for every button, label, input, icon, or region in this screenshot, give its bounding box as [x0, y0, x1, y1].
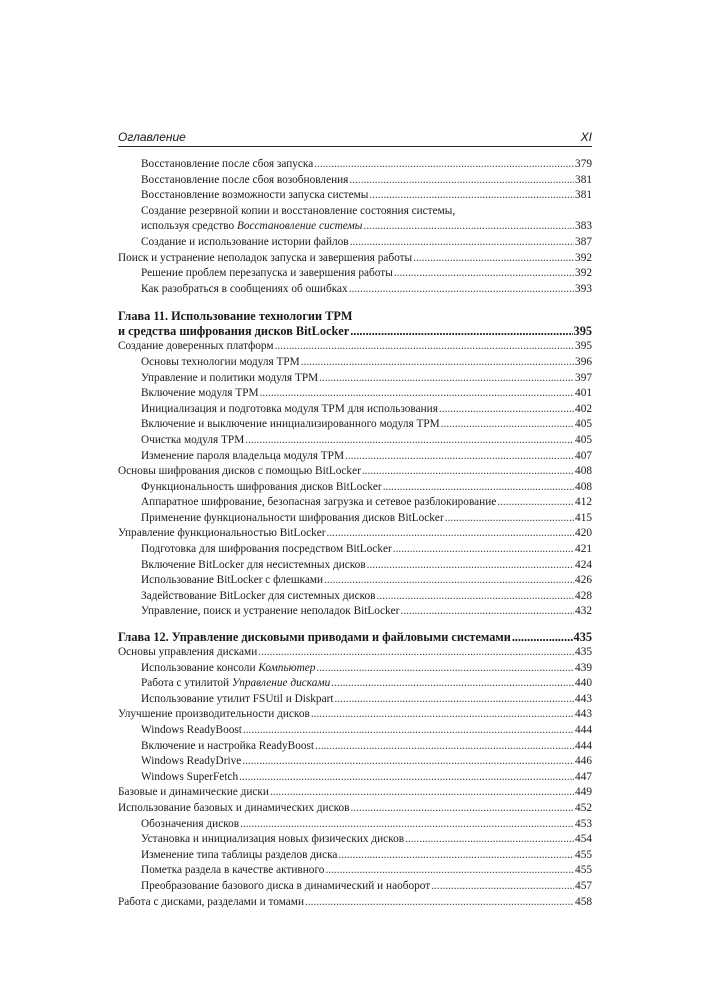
toc-entry-title: Подготовка для шифрования посредством BitLocker: [141, 543, 392, 556]
chapter-title-line2: и средства шифрования дисков BitLocker: [118, 324, 350, 339]
leader-dots: [383, 480, 574, 496]
toc-section-title: Основы управления дисками: [118, 646, 258, 659]
toc-section-title: Использование базовых и динамических дисков: [118, 801, 350, 814]
toc-entry-page: 405: [575, 418, 592, 431]
toc-entry: [118, 863, 592, 879]
toc-entry: [118, 282, 592, 298]
toc-section-title: Работа с дисками, разделами и томами: [118, 895, 305, 908]
toc-entry: [118, 692, 592, 708]
toc-entry-title: Восстановление после сбоя возобновления: [141, 173, 349, 186]
toc-entry-title: Управление, поиск и устранение неполадок BitLocker: [141, 605, 400, 618]
leader-dots: [243, 723, 574, 739]
toc-entry-title: Как разобраться в сообщениях об ошибках: [141, 282, 348, 295]
leader-dots: [314, 157, 574, 173]
toc-entry: [118, 604, 592, 620]
toc-entry-page: 455: [575, 864, 592, 877]
toc-entry: [118, 770, 592, 786]
toc-entry: [118, 480, 592, 496]
toc-chapter-12: [118, 630, 592, 645]
toc-section-title: Создание доверенных платформ: [118, 340, 274, 353]
leader-dots: [349, 282, 574, 298]
leader-dots: [305, 895, 574, 911]
toc-entry-page: 405: [575, 433, 592, 446]
toc-entry: [118, 542, 592, 558]
toc-entry: [118, 371, 592, 387]
toc-entry: [118, 173, 592, 189]
toc-section-page: 458: [575, 895, 592, 908]
leader-dots: [338, 848, 574, 864]
leader-dots: [270, 785, 574, 801]
leader-dots: [239, 770, 574, 786]
toc-entry-page: 393: [575, 282, 592, 295]
toc-entry-title: Windows ReadyDrive: [141, 755, 242, 768]
leader-dots: [316, 661, 574, 677]
toc-chapter-11: [118, 309, 592, 339]
toc-entry: [118, 573, 592, 589]
toc-entry-page: 457: [575, 879, 592, 892]
toc-section: [118, 801, 592, 817]
toc-entry-page: 383: [575, 220, 592, 233]
toc-entry: [118, 754, 592, 770]
leader-dots: [363, 219, 574, 235]
toc-entry-title-italic: Восстановление системы: [236, 220, 363, 233]
toc-section: [118, 645, 592, 661]
leader-dots: [362, 464, 574, 480]
toc-entry-title: Восстановление после сбоя запуска: [141, 158, 314, 170]
toc-entry-page: 412: [575, 496, 592, 509]
toc-entry-title: Использование BitLocker с флешками: [141, 574, 324, 587]
toc-entry-page: 439: [575, 661, 592, 674]
toc-section: [118, 895, 592, 911]
toc-entry-page: 396: [575, 355, 592, 368]
toc-entry-title: Включение BitLocker для несистемных дисков: [141, 558, 366, 571]
toc-entry-page: 447: [575, 770, 592, 783]
leader-dots: [497, 495, 574, 511]
toc-entry-title: Функциональность шифрования дисков BitLocker: [141, 480, 382, 493]
toc-entry-title-line2: [141, 219, 362, 235]
toc-entry: [118, 266, 592, 282]
toc-section-page: 420: [575, 527, 592, 540]
chapter-title-line1: Глава 11. Использование технологии TPM: [118, 309, 353, 324]
toc-entry-title: Инициализация и подготовка модуля TPM для использования: [141, 402, 438, 415]
toc-entry-page: 444: [575, 739, 592, 752]
leader-dots: [369, 188, 574, 204]
toc-entry-page: 415: [575, 511, 592, 524]
toc-entry-page: 443: [575, 692, 592, 705]
toc-section-page: 449: [575, 786, 592, 799]
toc-entry-page: 379: [575, 158, 592, 170]
toc-entry-title: Включение и настройка ReadyBoost: [141, 739, 315, 752]
toc-entry-page: 401: [575, 387, 592, 400]
toc-entry: [118, 589, 592, 605]
toc-entry-title-text: Использование консоли: [141, 661, 259, 674]
leader-dots: [345, 449, 574, 465]
toc-entry-title-text: используя средство: [141, 220, 237, 233]
toc-section-title: Управление функциональностью BitLocker: [118, 527, 326, 540]
toc-entry-page: 421: [575, 543, 592, 556]
toc-entry-title: Решение проблем перезапуска и завершения работы: [141, 267, 393, 280]
toc-section-title: Улучшение производительности дисков: [118, 708, 310, 721]
leader-dots: [325, 863, 574, 879]
leader-dots: [319, 371, 574, 387]
leader-dots: [350, 235, 574, 251]
toc-section: [118, 251, 592, 267]
toc-entry-title: [141, 676, 330, 692]
toc-entry-page: 444: [575, 724, 592, 736]
leader-dots: [351, 801, 575, 817]
chapter-title-row: [118, 630, 592, 645]
leader-dots: [240, 817, 574, 833]
leader-dots: [441, 417, 574, 433]
toc-entry: [118, 417, 592, 433]
toc-entry-page: 455: [575, 848, 592, 861]
toc-section: [118, 785, 592, 801]
toc-entry: [118, 449, 592, 465]
leader-dots: [258, 645, 574, 661]
toc-entry-page: 392: [575, 267, 592, 280]
leader-dots: [301, 355, 574, 371]
toc-entry: [118, 355, 592, 371]
toc-entry-title: Аппаратное шифрование, безопасная загрузка и сетевое разблокирование: [141, 496, 497, 509]
toc-entry: [118, 402, 592, 418]
toc-entry: [118, 817, 592, 833]
toc-entry: [118, 661, 592, 677]
toc-entry: [118, 495, 592, 511]
running-header-section: Оглавление: [118, 130, 186, 144]
toc-entry-title-line1: Создание резервной копии и восстановление состояния системы,: [141, 204, 456, 217]
toc-section: [118, 526, 592, 542]
toc-entry-page: 402: [575, 402, 592, 415]
toc-entry: [118, 739, 592, 755]
toc-entry: [118, 188, 592, 204]
toc-section-page: 452: [575, 801, 592, 814]
toc-section-title: Основы шифрования дисков с помощью BitLocker: [118, 465, 361, 478]
leader-dots: [400, 604, 574, 620]
toc-entry: [118, 511, 592, 527]
chapter-page: 435: [573, 630, 592, 645]
toc-entry: [118, 676, 592, 692]
leader-dots: [439, 402, 574, 418]
leader-dots: [327, 526, 575, 542]
leader-dots: [331, 676, 574, 692]
toc-entry-page: 381: [575, 189, 592, 202]
toc-entry-title-italic: Управление дисками: [231, 677, 331, 690]
toc-entry-page: 446: [575, 755, 592, 768]
toc-entry-title: Изменение пароля владельца модуля TPM: [141, 449, 345, 462]
toc-entry-title: Изменение типа таблицы разделов диска: [141, 848, 338, 861]
toc-entry-title-text: Использование утилит FSUtil и Diskpart: [141, 692, 334, 705]
toc-entry: [118, 848, 592, 864]
toc-entry-title: Windows SuperFetch: [141, 770, 239, 783]
toc-entry: [118, 433, 592, 449]
leader-dots: [275, 339, 574, 355]
toc-entry: [118, 723, 592, 739]
toc-entry-title: Включение и выключение инициализированного модуля TPM: [141, 418, 440, 431]
toc-entry: [118, 558, 592, 574]
toc-section-page: 435: [575, 646, 592, 659]
toc-entry: [118, 157, 592, 173]
toc-section-page: 408: [575, 465, 592, 478]
toc-entry-title: Windows ReadyBoost: [141, 724, 242, 736]
leader-dots: [512, 630, 573, 645]
toc-entry-page: 424: [575, 558, 592, 571]
leader-dots: [367, 558, 574, 574]
running-header-page-numeral: XI: [580, 130, 592, 144]
toc-entry-title: Обозначения дисков: [141, 817, 240, 830]
leader-dots: [393, 542, 574, 558]
leader-dots: [405, 832, 574, 848]
toc-section-page: 392: [575, 251, 592, 264]
toc-entry-page: 397: [575, 371, 592, 384]
toc-entry: [118, 235, 592, 251]
toc-entry-title: Включение модуля TPM: [141, 387, 259, 400]
toc-entry-page: 432: [575, 605, 592, 618]
toc-section-title: Базовые и динамические диски: [118, 786, 269, 799]
toc-entry: [118, 832, 592, 848]
toc-entry-title-italic: Компьютер: [258, 661, 316, 674]
toc-entry: [118, 879, 592, 895]
chapter-title: Глава 12. Управление дисковыми приводами и файловыми системами: [118, 630, 511, 645]
toc-entry-title: Очистка модуля TPM: [141, 433, 245, 446]
toc-entry-title: Создание и использование истории файлов: [141, 235, 349, 248]
toc-entry-title: Задействование BitLocker для системных дисков: [141, 589, 376, 602]
leader-dots: [245, 433, 574, 449]
toc-entry-title: [141, 692, 334, 708]
toc-entry-page: 407: [575, 449, 592, 462]
table-of-contents: [118, 157, 592, 910]
toc-entry: [118, 219, 592, 235]
toc-entry: [118, 386, 592, 402]
toc-section: [118, 464, 592, 480]
toc-entry-page: 428: [575, 589, 592, 602]
toc-entry-title: [141, 661, 315, 677]
leader-dots: [315, 739, 574, 755]
toc-entry-title: Основы технологии модуля TPM: [141, 355, 300, 368]
leader-dots: [394, 266, 574, 282]
toc-section-title: Поиск и устранение неполадок запуска и завершения работы: [118, 251, 413, 264]
leader-dots: [242, 754, 574, 770]
toc-entry-page: 381: [575, 173, 592, 186]
leader-dots: [349, 173, 574, 189]
toc-entry-title: Восстановление возможности запуска системы: [141, 189, 369, 202]
running-header: [118, 128, 592, 146]
toc-entry-title-text: Работа с утилитой: [141, 677, 232, 690]
toc-entry-title: Установка и инициализация новых физических дисков: [141, 833, 405, 846]
header-rule: [118, 146, 592, 147]
toc-entry-title: Применение функциональности шифрования дисков BitLocker: [141, 511, 444, 524]
leader-dots: [413, 251, 574, 267]
chapter-page: 395: [573, 324, 592, 339]
leader-dots: [431, 879, 574, 895]
leader-dots: [311, 707, 574, 723]
leader-dots: [376, 589, 574, 605]
toc-entry-page: 387: [575, 235, 592, 248]
toc-entry-page: 440: [575, 677, 592, 690]
toc-section: [118, 339, 592, 355]
toc-entry-page: 408: [575, 480, 592, 493]
toc-section-page: 443: [575, 708, 592, 721]
leader-dots: [335, 692, 575, 708]
toc-section-page: 395: [575, 340, 592, 353]
toc-entry-title: Управление и политики модуля TPM: [141, 371, 319, 384]
leader-dots: [324, 573, 574, 589]
toc-entry-title: Пометка раздела в качестве активного: [141, 864, 325, 877]
toc-section: [118, 707, 592, 723]
toc-entry-title: Преобразование базового диска в динамический и наоборот: [141, 879, 431, 892]
leader-dots: [260, 386, 574, 402]
leader-dots: [445, 511, 574, 527]
chapter-title-line2-row: [118, 324, 592, 339]
toc-entry-page: 453: [575, 817, 592, 830]
toc-entry-page: 454: [575, 833, 592, 846]
toc-entry-page: 426: [575, 574, 592, 587]
leader-dots: [350, 324, 572, 339]
